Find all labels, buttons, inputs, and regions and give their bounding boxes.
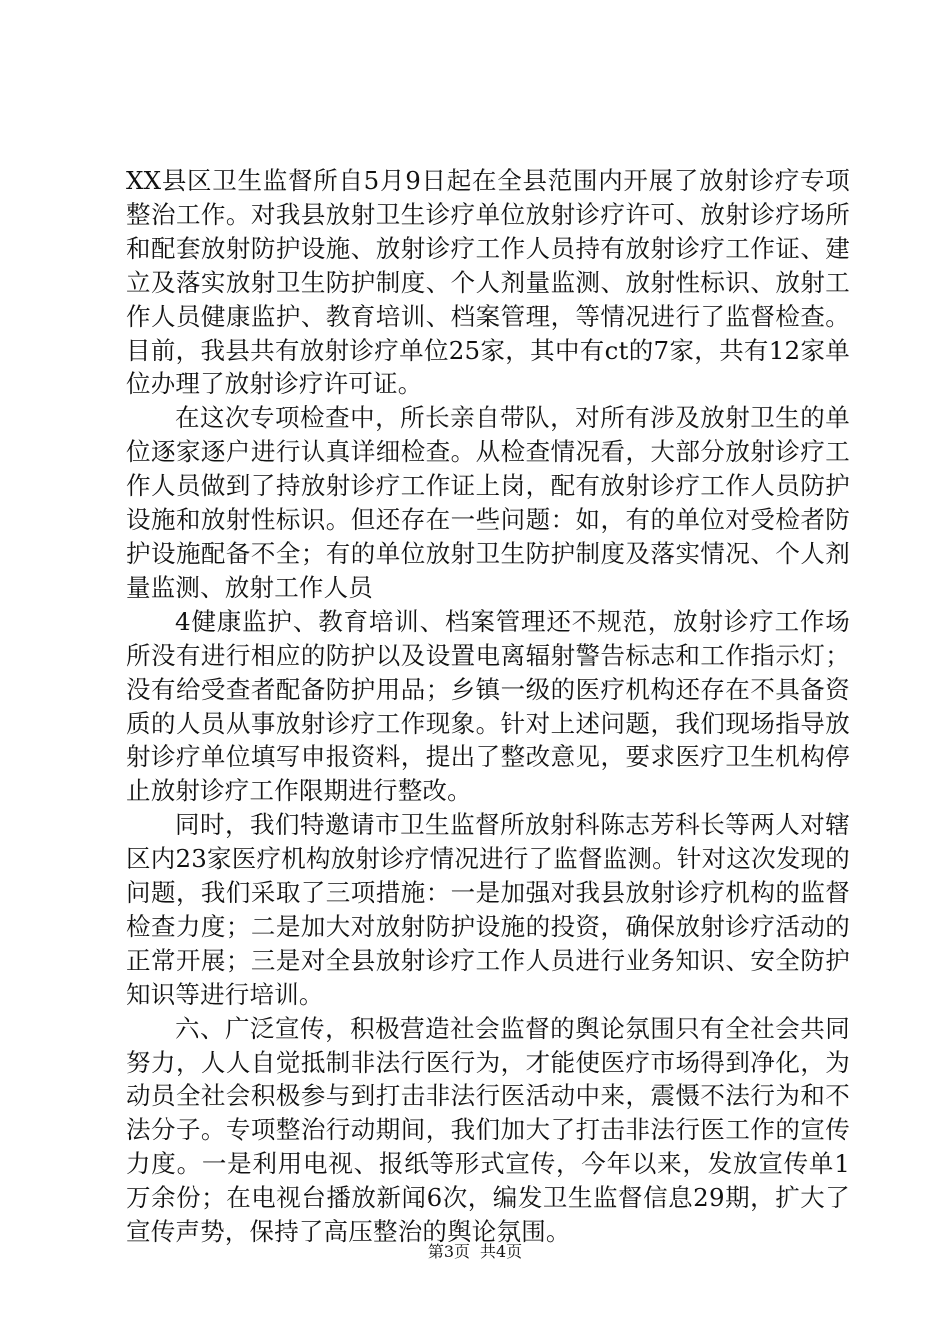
page-footer [0, 1242, 950, 1262]
page-total: 共4页 [480, 1242, 523, 1261]
paragraph-2: 在这次专项检查中，所长亲自带队，对所有涉及放射卫生的单位逐家逐户进行认真详细检查。从检查情况看，大部分放射诊疗工作人员做到了持放射诊疗工作证上岗，配有放射诊疗工作人员防护设施和放射性标识。但还存在一些问题：如，有的单位对受检者防护设施配备不全；有的单位放射卫生防护制度及落实情况、个人剂量监测、放射工作人员 [126, 403, 850, 602]
paragraph-4: 同时，我们特邀请市卫生监督所放射科陈志芳科长等两人对辖区内23家医疗机构放射诊疗情况进行了监督监测。针对这次发现的问题，我们采取了三项措施：一是加强对我县放射诊疗机构的监督检查力度；二是加大对放射防护设施的投资，确保放射诊疗活动的正常开展；三是对全县放射诊疗工作人员进行业务知识、安全防护知识等进行培训。 [126, 810, 850, 1009]
document-body [126, 164, 850, 1249]
paragraph-5: 六、广泛宣传，积极营造社会监督的舆论氛围只有全社会共同努力，人人自觉抵制非法行医行为，才能使医疗市场得到净化，为动员全社会积极参与到打击非法行医活动中来，震慑不法行为和不法分子。专项整治行动期间，我们加大了打击非法行医工作的宣传力度。一是利用电视、报纸等形式宣传，今年以来，发放宣传单1万余份；在电视台播放新闻6次，编发卫生监督信息29期，扩大了宣传声势，保持了高压整治的舆论氛围。 [126, 1013, 850, 1247]
paragraph-3: 4健康监护、教育培训、档案管理还不规范，放射诊疗工作场所没有进行相应的防护以及设置电离辐射警告标志和工作指示灯；没有给受查者配备防护用品；乡镇一级的医疗机构还存在不具备资质的人员从事放射诊疗工作现象。针对上述问题，我们现场指导放射诊疗单位填写申报资料，提出了整改意见，要求医疗卫生机构停止放射诊疗工作限期进行整改。 [126, 606, 850, 806]
page-number: 第3页 [427, 1242, 470, 1261]
paragraph-1: XX县区卫生监督所自5月9日起在全县范围内开展了放射诊疗专项整治工作。对我县放射卫生诊疗单位放射诊疗许可、放射诊疗场所和配套放射防护设施、放射诊疗工作人员持有放射诊疗工作证、建立及落实放射卫生防护制度、个人剂量监测、放射性标识、放射工作人员健康监护、教育培训、档案管理，等情况进行了监督检查。目前，我县共有放射诊疗单位25家，其中有ct的7家，共有12家单位办理了放射诊疗许可证。 [126, 166, 850, 399]
